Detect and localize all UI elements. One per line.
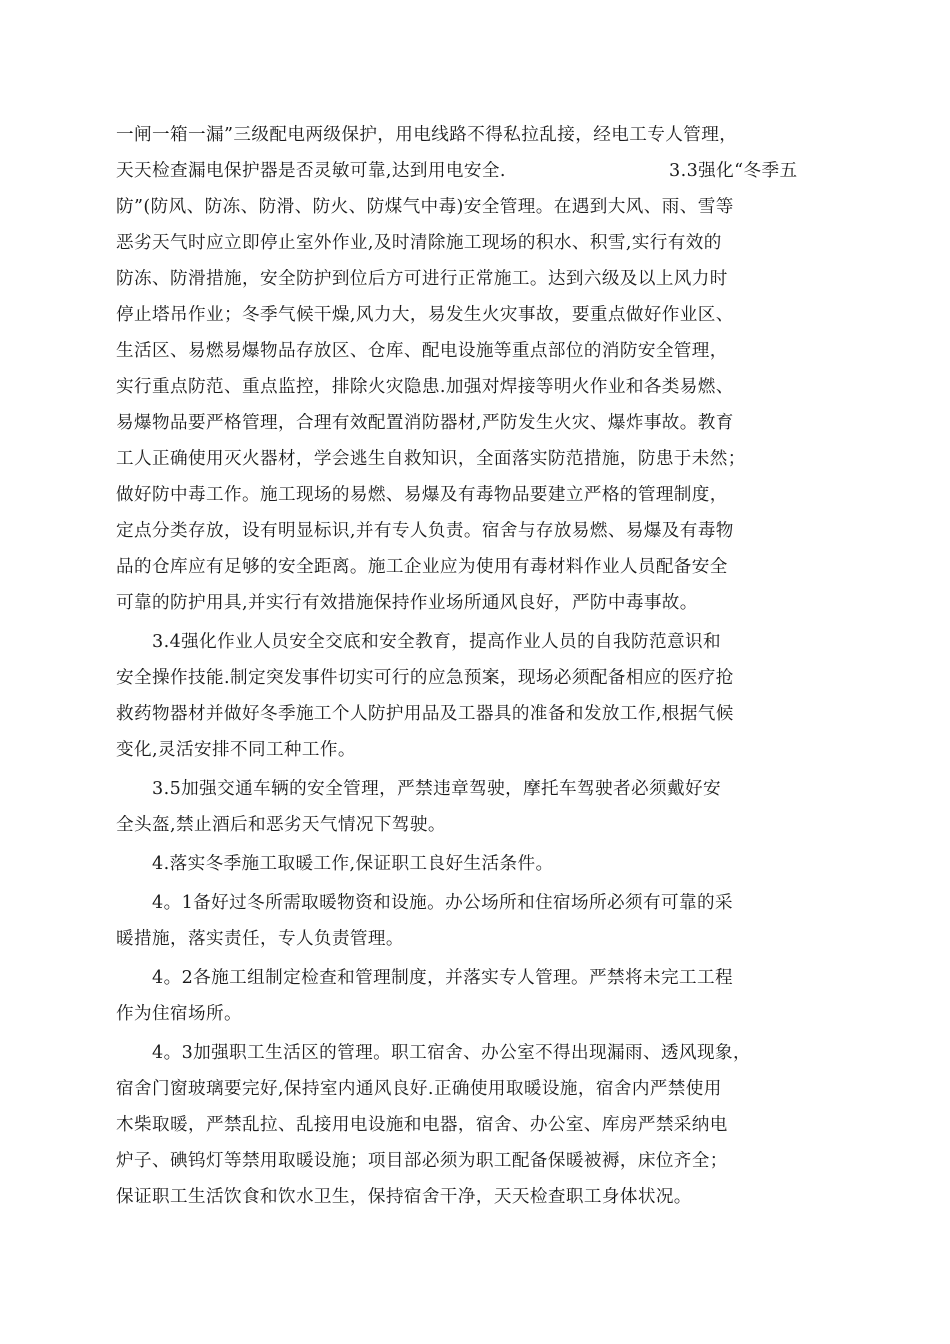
- paragraph-start-4: 4.落实冬季施工取暖工作,保证职工良好生活条件。: [152, 854, 554, 874]
- text-line: 变化,灵活安排不同工种工作。: [116, 740, 356, 760]
- section-heading-3-3: 3.3强化“冬季五: [669, 161, 798, 181]
- paragraph-start-3-5: 3.5加强交通车辆的安全管理，严禁违章驾驶，摩托车驾驶者必须戴好安: [152, 779, 721, 799]
- paragraph-start-4-2: 4。2各施工组制定检查和管理制度，并落实专人管理。严禁将未完工工程: [152, 968, 733, 988]
- text-line: 救药物器材并做好冬季施工个人防护用品及工器具的准备和发放工作,根据气候: [116, 704, 734, 724]
- paragraph-start-3-4: 3.4强化作业人员安全交底和安全教育，提高作业人员的自我防范意识和: [152, 632, 721, 652]
- text-line: 木柴取暖，严禁乱拉、乱接用电设施和电器，宿舍、办公室、库房严禁采纳电: [116, 1115, 728, 1135]
- text-line: 定点分类存放，设有明显标识,并有专人负责。宿舍与存放易燃、易爆及有毒物: [116, 521, 734, 541]
- text-line: 可靠的防护用具,并实行有效措施保持作业场所通风良好，严防中毒事故。: [116, 593, 698, 613]
- text-line: 一闸一箱一漏”三级配电两级保护，用电线路不得私拉乱接，经电工专人管理，: [116, 125, 738, 145]
- text-line: 停止塔吊作业；冬季气候干燥,风力大，易发生火灾事故，要重点做好作业区、: [116, 305, 734, 325]
- text-line: 暖措施，落实责任，专人负责管理。: [116, 929, 404, 949]
- text-line: 作为住宿场所。: [116, 1004, 242, 1024]
- text-line: 保证职工生活饮食和饮水卫生，保持宿舍干净，天天检查职工身体状况。: [116, 1187, 692, 1207]
- paragraph-start-4-3: 4。3加强职工生活区的管理。职工宿舍、办公室不得出现漏雨、透风现象，: [152, 1043, 751, 1063]
- text-line: 易爆物品要严格管理，合理有效配置消防器材,严防发生火灾、爆炸事故。教育: [116, 413, 734, 433]
- text-line: 实行重点防范、重点监控，排除火灾隐患.加强对焊接等明火作业和各类易燃、: [116, 377, 734, 397]
- text-line: 炉子、碘钨灯等禁用取暖设施；项目部必须为职工配备保暖被褥，床位齐全；: [116, 1151, 728, 1171]
- text-line: 做好防中毒工作。施工现场的易燃、易爆及有毒物品要建立严格的管理制度，: [116, 485, 728, 505]
- paragraph-start-4-1: 4。1备好过冬所需取暖物资和设施。办公场所和住宿场所必须有可靠的采: [152, 893, 733, 913]
- text-line: 安全操作技能.制定突发事件切实可行的应急预案，现场必须配备相应的医疗抢: [116, 668, 734, 688]
- text-line: 生活区、易燃易爆物品存放区、仓库、配电设施等重点部位的消防安全管理，: [116, 341, 728, 361]
- text-line: 全头盔,禁止酒后和恶劣天气情况下驾驶。: [116, 815, 446, 835]
- text-line: 宿舍门窗玻璃要完好,保持室内通风良好.正确使用取暖设施，宿舍内严禁使用: [116, 1079, 722, 1099]
- text-line: 防”(防风、防冻、防滑、防火、防煤气中毒)安全管理。在遇到大风、雨、雪等: [116, 197, 734, 217]
- text-line: 恶劣天气时应立即停止室外作业,及时清除施工现场的积水、积雪,实行有效的: [116, 233, 722, 253]
- text-line: 防冻、防滑措施，安全防护到位后方可进行正常施工。达到六级及以上风力时: [116, 269, 728, 289]
- text-line: 品的仓库应有足够的安全距离。施工企业应为使用有毒材料作业人员配备安全: [116, 557, 728, 577]
- text-line: 工人正确使用灭火器材，学会逃生自救知识，全面落实防范措施，防患于未然；: [116, 449, 746, 469]
- text-line: 天天检查漏电保护器是否灵敏可靠,达到用电安全.: [116, 161, 506, 181]
